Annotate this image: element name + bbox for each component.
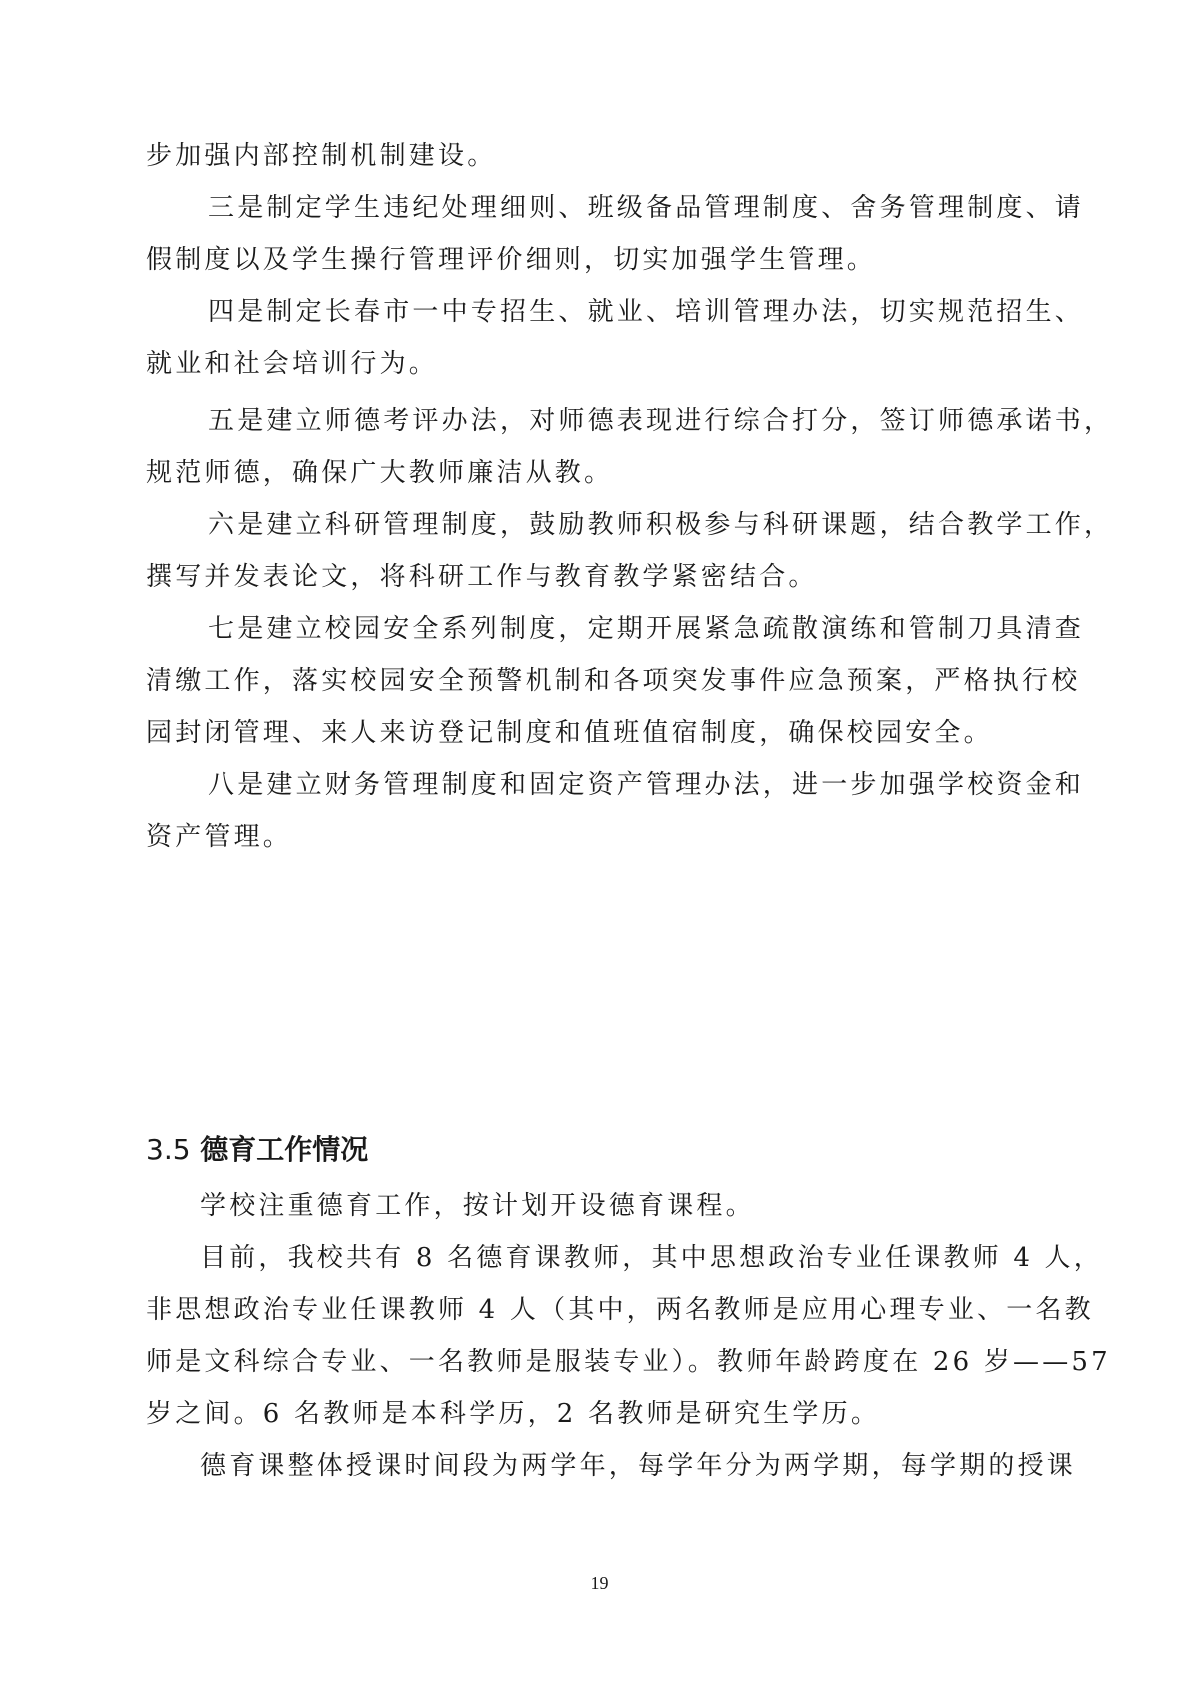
text-line: 六是建立科研管理制度，鼓励教师积极参与科研课题，结合教学工作， — [208, 510, 1114, 540]
text-line: 三是制定学生违纪处理细则、班级备品管理制度、舍务管理制度、请 — [208, 193, 1085, 223]
page-number: 19 — [590, 1573, 609, 1593]
text-line: 八是建立财务管理制度和固定资产管理办法，进一步加强学校资金和 — [208, 770, 1085, 800]
text-line: 步加强内部控制机制建设。 — [146, 141, 497, 171]
text-line: 德育课整体授课时间段为两学年，每学年分为两学期，每学期的授课 — [200, 1451, 1077, 1481]
text-line: 就业和社会培训行为。 — [146, 349, 439, 379]
text-line: 撰写并发表论文，将科研工作与教育教学紧密结合。 — [146, 562, 818, 592]
text-line: 非思想政治专业任课教师 4 人（其中，两名教师是应用心理专业、一名教 — [146, 1295, 1094, 1325]
text-line: 四是制定长春市一中专招生、就业、培训管理办法，切实规范招生、 — [208, 297, 1085, 327]
section-heading — [146, 1132, 368, 1168]
text-line: 五是建立师德考评办法，对师德表现进行综合打分，签订师德承诺书， — [208, 406, 1114, 436]
text-line: 七是建立校园安全系列制度，定期开展紧急疏散演练和管制刀具清查 — [208, 614, 1085, 644]
text-line: 规范师德，确保广大教师廉洁从教。 — [146, 458, 614, 488]
text-line: 资产管理。 — [146, 822, 293, 852]
section-title: 德育工作情况 — [200, 1133, 369, 1166]
text-line: 学校注重德育工作，按计划开设德育课程。 — [200, 1191, 755, 1221]
section-number: 3.5 — [146, 1133, 191, 1166]
text-line: 园封闭管理、来人来访登记制度和值班值宿制度，确保校园安全。 — [146, 718, 993, 748]
text-line: 假制度以及学生操行管理评价细则，切实加强学生管理。 — [146, 245, 877, 275]
text-line: 清缴工作，落实校园安全预警机制和各项突发事件应急预案，严格执行校 — [146, 666, 1081, 696]
text-line: 师是文科综合专业、一名教师是服装专业）。教师年龄跨度在 26 岁——57 — [146, 1347, 1111, 1377]
text-line: 岁之间。6 名教师是本科学历，2 名教师是研究生学历。 — [146, 1399, 881, 1429]
text-line: 目前，我校共有 8 名德育课教师，其中思想政治专业任课教师 4 人， — [200, 1243, 1103, 1273]
